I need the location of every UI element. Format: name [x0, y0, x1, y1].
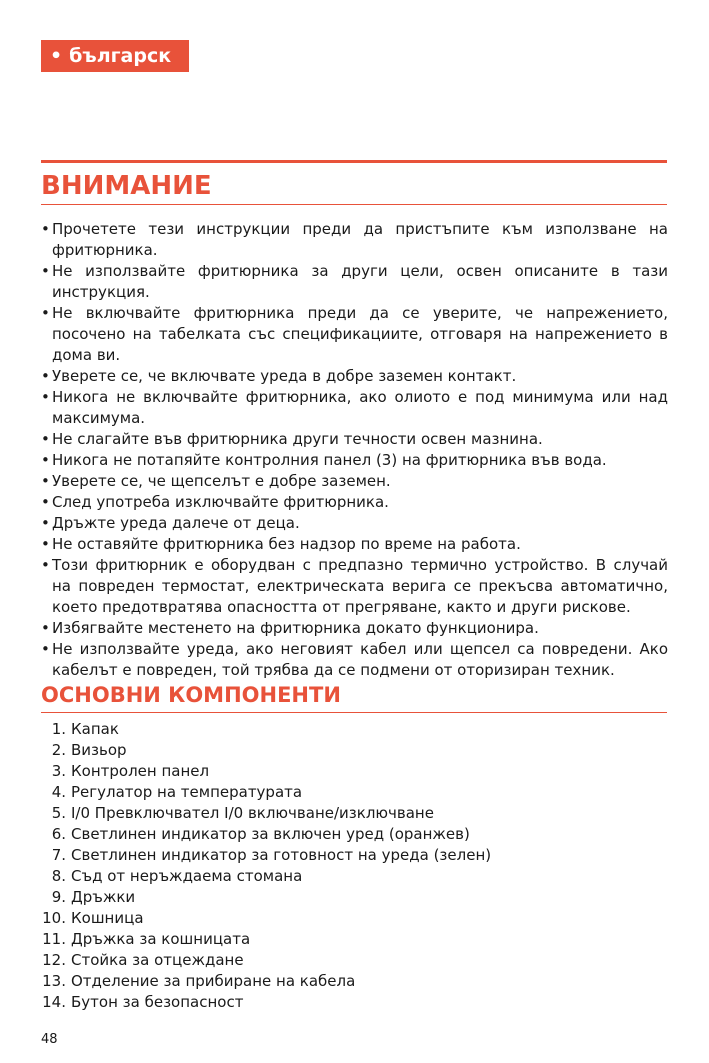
component-number: 10. [42, 909, 66, 927]
component-item [41, 866, 667, 887]
component-label: Стойка за отцеждане [71, 951, 244, 969]
component-item [41, 971, 667, 992]
warning-item: • Прочетете тези инструкции преди да пристъпите към използване на фритюрника. [41, 219, 668, 261]
warning-item: • Не включвайте фритюрника преди да се уверите, че напрежението, посочено на табелката със спецификациите, отговаря на напрежението в дома ви. [41, 303, 668, 366]
warning-title: ВНИМАНИЕ [41, 171, 212, 201]
component-item [41, 824, 667, 845]
component-number: 6. [51, 825, 66, 843]
warning-item: • Дръжте уреда далече от деца. [41, 513, 668, 534]
component-number: 3. [51, 762, 66, 780]
component-label: Кошница [71, 909, 144, 927]
component-item [41, 719, 667, 740]
component-label: Бутон за безопасност [71, 993, 244, 1011]
component-label: Светлинен индикатор за включен уред (оранжев) [71, 825, 470, 843]
component-number: 5. [51, 804, 66, 822]
component-item [41, 908, 667, 929]
warning-item: • Не оставяйте фритюрника без надзор по време на работа. [41, 534, 668, 555]
component-label: I/0 Превключвател I/0 включване/изключване [71, 804, 434, 822]
component-label: Визьор [71, 741, 127, 759]
language-tab [41, 40, 189, 72]
component-item [41, 992, 667, 1013]
warning-item: • Избягвайте местенето на фритюрника докато функционира. [41, 618, 668, 639]
warning-title-underline [41, 204, 667, 205]
component-label: Дръжки [71, 888, 136, 906]
component-number: 12. [42, 951, 66, 969]
component-label: Светлинен индикатор за готовност на уреда (зелен) [71, 846, 492, 864]
warning-item: • Уверете се, че включвате уреда в добре заземен контакт. [41, 366, 668, 387]
warning-item: • Не слагайте във фритюрника други течности освен мазнина. [41, 429, 668, 450]
component-item [41, 887, 667, 908]
component-label: Регулатор на температурата [71, 783, 303, 801]
component-label: Контролен панел [71, 762, 210, 780]
warning-item: • След употреба изключвайте фритюрника. [41, 492, 668, 513]
component-label: Дръжка за кошницата [71, 930, 251, 948]
language-tab-label: българск [69, 45, 172, 67]
warning-item: • Уверете се, че щепселът е добре заземен. [41, 471, 668, 492]
components-title: ОСНОВНИ КОМПОНЕНТИ [41, 683, 341, 707]
page-number: 48 [41, 1032, 58, 1047]
component-item [41, 845, 667, 866]
component-item [41, 950, 667, 971]
component-number: 9. [51, 888, 66, 906]
warning-list [41, 219, 668, 681]
component-label: Капак [71, 720, 119, 738]
component-number: 1. [51, 720, 66, 738]
component-item [41, 740, 667, 761]
section-top-rule [41, 160, 667, 163]
component-label: Отделение за прибиране на кабела [71, 972, 356, 990]
warning-item: • Никога не потапяйте контролния панел (3) на фритюрника във вода. [41, 450, 668, 471]
component-number: 2. [51, 741, 66, 759]
component-item [41, 929, 667, 950]
component-number: 7. [51, 846, 66, 864]
language-tab-bullet: • [50, 45, 63, 67]
component-item [41, 803, 667, 824]
components-title-underline [41, 712, 667, 713]
component-number: 11. [42, 930, 66, 948]
warning-item: • Този фритюрник е оборудван с предпазно термично устройство. В случай на повреден термостат, електрическата верига се прекъсва автоматично, което предотвратява опасността от прегряване, както и други рискове. [41, 555, 668, 618]
warning-item: • Не използвайте фритюрника за други цели, освен описаните в тази инструкция. [41, 261, 668, 303]
warning-item: • Не използвайте уреда, ако неговият кабел или щепсел са повредени. Ако кабелът е повреден, той трябва да се подмени от оторизиран техник. [41, 639, 668, 681]
component-item [41, 761, 667, 782]
warning-item: • Никога не включвайте фритюрника, ако олиото е под минимума или над максимума. [41, 387, 668, 429]
component-label: Съд от неръждаема стомана [71, 867, 303, 885]
component-number: 13. [42, 972, 66, 990]
components-list [41, 719, 667, 1013]
component-number: 4. [51, 783, 66, 801]
component-item [41, 782, 667, 803]
component-number: 14. [42, 993, 66, 1011]
component-number: 8. [51, 867, 66, 885]
